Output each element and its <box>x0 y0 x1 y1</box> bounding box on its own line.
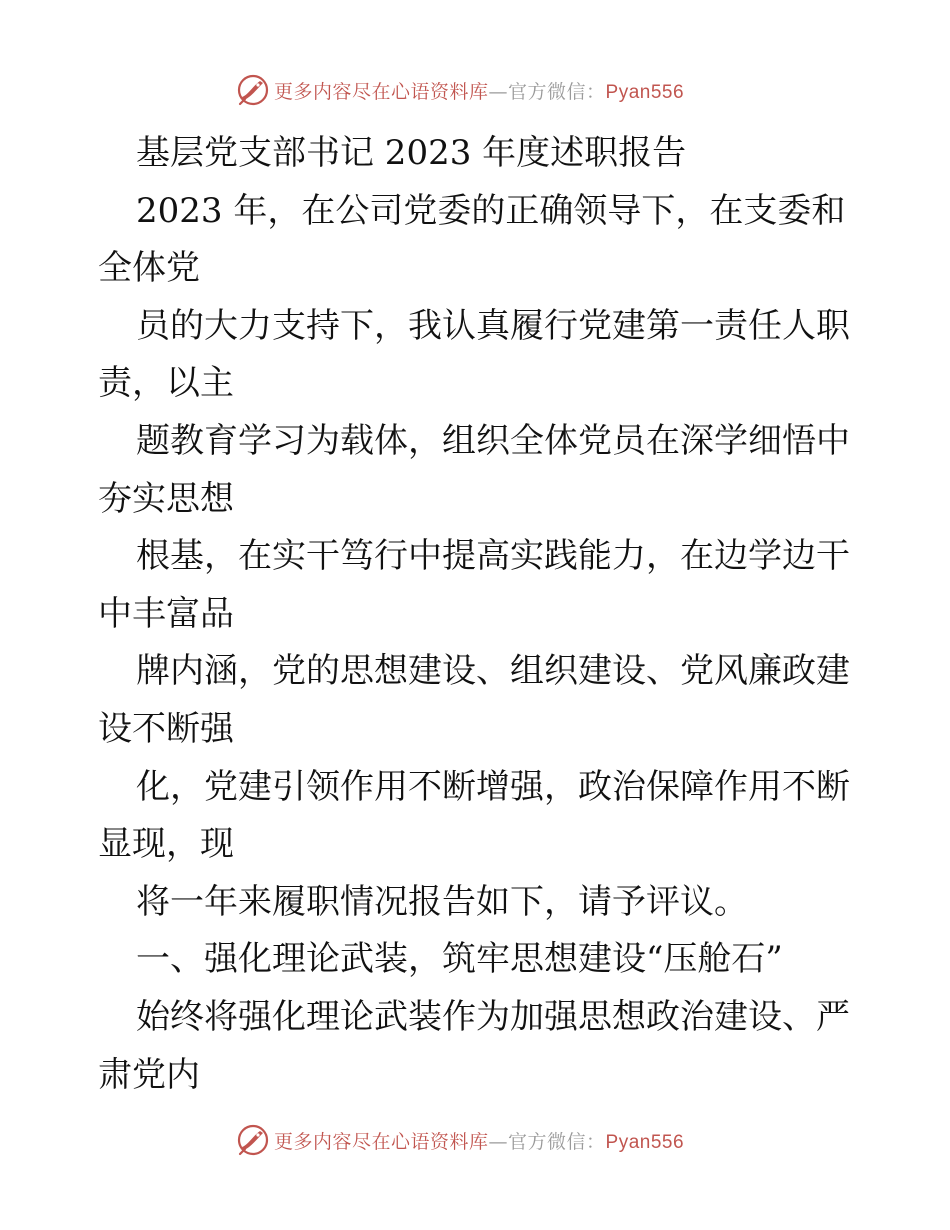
text-line: 中丰富品 <box>98 593 234 634</box>
watermark-wechat: Pyan556 <box>605 81 685 103</box>
text-line: 一、强化理论武装，筑牢思想建设“压舱石” <box>136 939 783 980</box>
watermark-text <box>274 77 684 104</box>
text-line: 始终将强化理论武装作为加强思想政治建设、严 <box>136 996 850 1037</box>
watermark-text <box>274 1127 684 1154</box>
text-line: 显现，现 <box>98 824 234 865</box>
watermark-wechat: Pyan556 <box>605 1131 685 1153</box>
watermark-separator: — <box>488 1130 509 1153</box>
document-body <box>98 125 858 1104</box>
text-line: 夯实思想 <box>98 478 234 519</box>
watermark-prefix: 更多内容尽在心语资料库 <box>274 80 489 103</box>
text-line: 责，以主 <box>98 363 234 404</box>
watermark-separator: — <box>488 80 509 103</box>
watermark-middle: 官方微信： <box>508 1130 606 1153</box>
text-line: 基层党支部书记 2023 年度述职报告 <box>136 133 687 173</box>
text-line: 化，党建引领作用不断增强，政治保障作用不断 <box>136 766 850 807</box>
pen-logo-icon <box>236 73 270 107</box>
text-line: 肃党内 <box>98 1054 200 1095</box>
footer-watermark <box>236 1122 684 1158</box>
watermark-prefix: 更多内容尽在心语资料库 <box>274 1130 489 1153</box>
text-line: 将一年来履职情况报告如下，请予评议。 <box>136 881 748 922</box>
header-watermark <box>236 72 684 108</box>
text-line: 2023 年，在公司党委的正确领导下，在支委和 <box>136 190 846 231</box>
text-line: 牌内涵，党的思想建设、组织建设、党风廉政建 <box>136 651 850 692</box>
text-line: 题教育学习为载体，组织全体党员在深学细悟中 <box>136 420 850 461</box>
watermark-middle: 官方微信： <box>508 80 606 103</box>
text-line: 设不断强 <box>98 708 234 749</box>
pen-logo-icon <box>236 1123 270 1157</box>
text-line: 全体党 <box>98 248 200 289</box>
text-line: 员的大力支持下，我认真履行党建第一责任人职 <box>136 305 850 346</box>
text-line: 根基，在实干笃行中提高实践能力，在边学边干 <box>136 536 850 577</box>
